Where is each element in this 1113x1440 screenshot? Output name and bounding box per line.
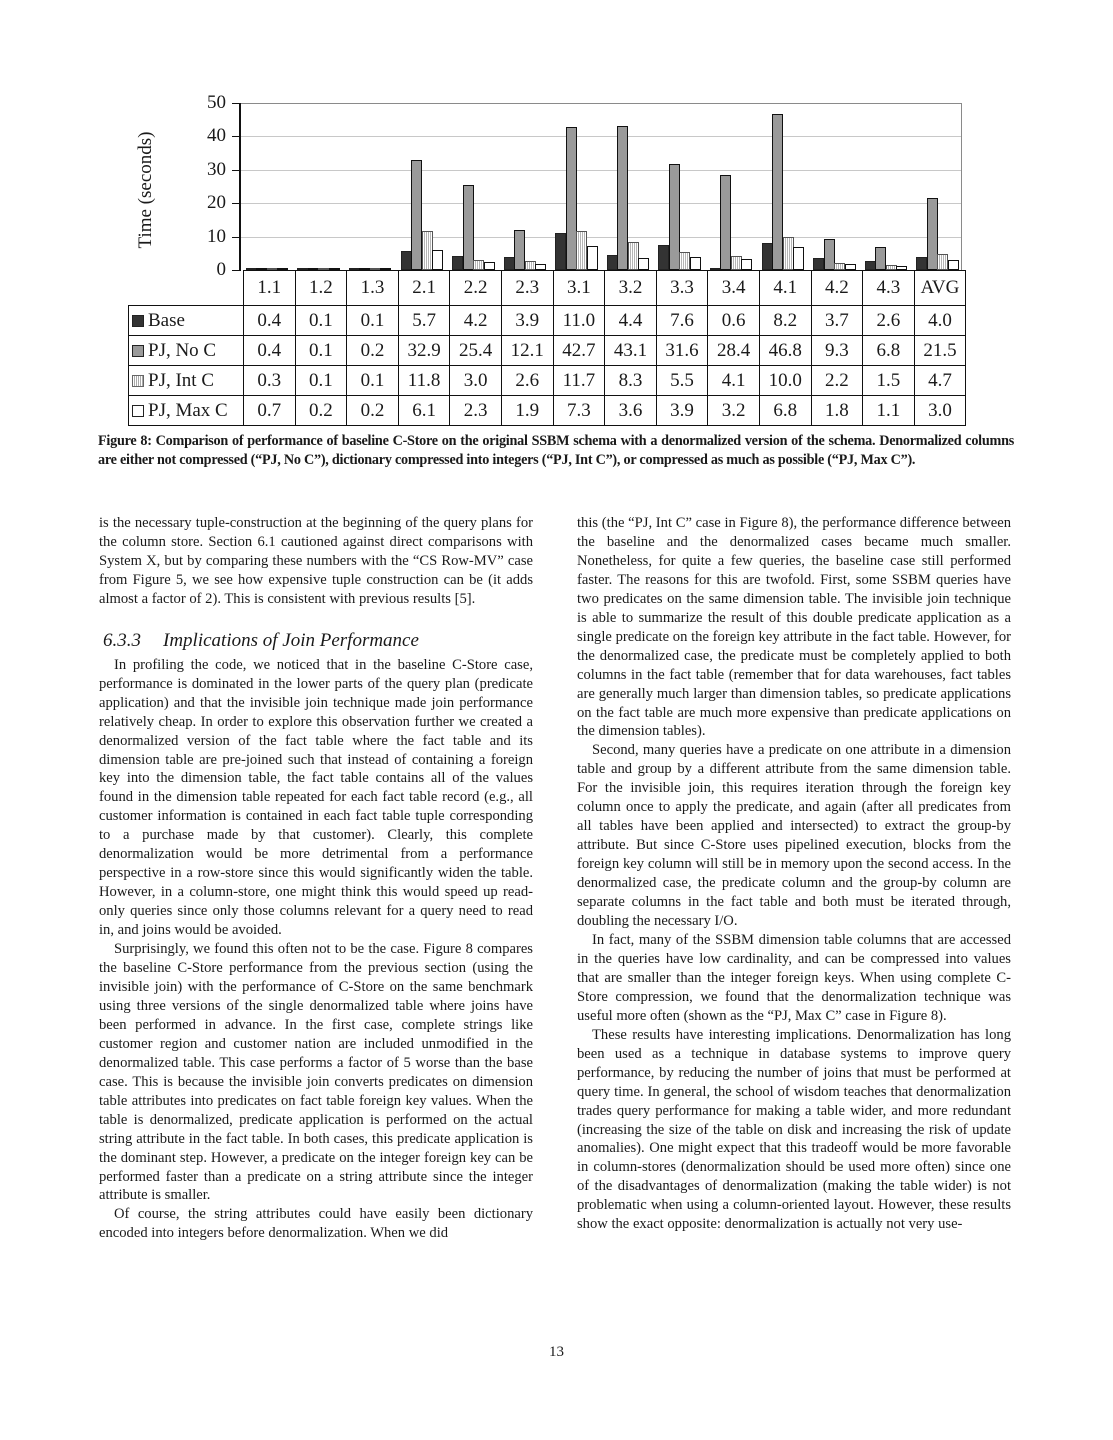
data-table <box>128 270 966 426</box>
table-cell: 3.6 <box>605 396 657 426</box>
table-row <box>129 306 966 336</box>
y-tick-label: 20 <box>207 192 226 214</box>
column-header: AVG <box>914 271 966 306</box>
y-tick-label: 40 <box>207 125 226 147</box>
table-cell: 0.1 <box>295 306 347 336</box>
bar <box>628 242 639 270</box>
legend-swatch-icon <box>132 315 144 327</box>
bar <box>484 262 495 270</box>
y-tick-label: 0 <box>216 259 226 280</box>
bar <box>587 246 598 270</box>
bar <box>834 263 845 270</box>
y-tick-label: 50 <box>207 92 226 113</box>
table-cell: 0.2 <box>347 336 399 366</box>
legend-entry <box>129 306 244 336</box>
bar <box>937 254 948 270</box>
table-cell: 2.6 <box>501 366 553 396</box>
table-cell: 3.0 <box>450 366 502 396</box>
column-header: 4.2 <box>811 271 863 306</box>
table-cell: 32.9 <box>398 336 450 366</box>
table-cell: 0.2 <box>295 396 347 426</box>
y-axis-label: Time (seconds) <box>135 131 156 249</box>
bar <box>555 233 566 270</box>
data-table-header-row <box>129 271 966 306</box>
bar <box>473 260 484 270</box>
column-header: 3.3 <box>656 271 708 306</box>
bar <box>504 257 515 270</box>
table-cell: 1.8 <box>811 396 863 426</box>
table-cell: 0.3 <box>244 366 296 396</box>
y-tick-label: 30 <box>207 158 226 180</box>
bar <box>927 198 938 270</box>
legend-swatch-icon <box>132 375 144 387</box>
table-cell: 11.8 <box>398 366 450 396</box>
bar <box>658 245 669 270</box>
column-header: 4.3 <box>863 271 915 306</box>
table-cell: 1.1 <box>863 396 915 426</box>
table-cell: 0.2 <box>347 396 399 426</box>
table-cell: 4.0 <box>914 306 966 336</box>
table-cell: 6.1 <box>398 396 450 426</box>
table-cell: 8.2 <box>759 306 811 336</box>
table-cell: 0.4 <box>244 306 296 336</box>
bar <box>813 258 824 270</box>
table-cell: 10.0 <box>759 366 811 396</box>
table-cell: 2.2 <box>811 366 863 396</box>
bar <box>452 256 463 270</box>
column-header: 2.1 <box>398 271 450 306</box>
paragraph: In profiling the code, we noticed that in the baseline C-Store case, performance is dominated in the lower parts of the query plan (predicate application) and that the invisible join technique made join performance relatively cheap. In order to explore this observation further we created a denormalized version of the fact table where the fact table and its dimension table are pre-joined such that instead of containing a foreign key into the dimension table, the fact table contains all of the values found in the dimension table repeated for each fact table record (e.g., all customer information is contained in each fact table tuple corresponding to a purchase made by that customer). Clearly, this complete denormalization would be more detrimental from a performance perspective in a row-store since this would significantly widen the table. However, in a column-store, one might think this would speed up read-only queries since only those columns relevant for a query need to read in, and joins would be avoided. <box>99 656 533 939</box>
table-cell: 0.7 <box>244 396 296 426</box>
table-cell: 4.1 <box>708 366 760 396</box>
paragraph: is the necessary tuple-construction at the beginning of the query plans for the column store. Section 6.1 cautioned against direct comparisons with System X, but by comparing these numbers with the “CS Row-MV” case from Figure 5, we see how expensive tuple construction can be (it adds almost a factor of 2). This is consistent with previous results [5]. <box>99 515 533 607</box>
bar <box>411 160 422 270</box>
legend-label: PJ, No C <box>148 339 217 361</box>
paragraph: this (the “PJ, Int C” case in Figure 8), the performance difference between the baseline and the denormalized cases became much smaller. Nonetheless, for quite a few queries, the baseline case still performed faster. The reasons for this are twofold. First, some SSBM queries have two predicates on the same dimension table. The invisible join technique is able to summarize the result of this double predicate application as a single predicate on the foreign key attribute in the fact table. However, for the denormalized case, the predicate must be completely applied to both columns in the fact table (remember that for data warehouses, fact tables are generally much larger than dimension tables, so predicate applications on the fact table are much more expensive than predicate applications on the dimension tables). <box>577 515 1011 740</box>
bar <box>762 243 773 270</box>
bar <box>422 231 433 270</box>
table-cell: 0.1 <box>295 366 347 396</box>
section-title: Implications of Join Performance <box>163 629 419 651</box>
bar <box>679 252 690 270</box>
section-number: 6.3.3 <box>103 629 141 651</box>
table-cell: 5.5 <box>656 366 708 396</box>
data-table-corner <box>129 271 244 306</box>
column-header: 3.4 <box>708 271 760 306</box>
table-cell: 3.9 <box>656 396 708 426</box>
bar <box>638 258 649 270</box>
table-cell: 11.0 <box>553 306 605 336</box>
table-cell: 4.4 <box>605 306 657 336</box>
bar <box>669 164 680 270</box>
bar <box>576 231 587 270</box>
bar <box>731 256 742 270</box>
bar <box>617 126 628 270</box>
bar <box>948 260 959 270</box>
table-cell: 0.1 <box>347 366 399 396</box>
table-cell: 31.6 <box>656 336 708 366</box>
table-cell: 2.3 <box>450 396 502 426</box>
paragraph: Surprisingly, we found this often not to be the case. Figure 8 compares the baseline C-Store performance from the previous section (using the invisible join) with the performance of C-Store on the same benchmark using three versions of the single denormalized table where joins have been performed in advance. In the first case, complete strings like customer region and customer nation are included unmodified in the denormalized table. This case performs a factor of 5 worse than the base case. This is because the invisible join converts predicates on dimension table attributes into predicates on fact table foreign key values. When the table is denormalized, predicate application is performed on the actual string attribute in the fact table. In both cases, this predicate application is the dominant step. However, a predicate on the integer foreign key can be performed faster than a predicate on a string attribute since the integer attribute is smaller. <box>99 941 533 1204</box>
column-header: 3.2 <box>605 271 657 306</box>
figure-8-chart <box>0 0 1113 430</box>
column-header: 2.3 <box>501 271 553 306</box>
table-cell: 46.8 <box>759 336 811 366</box>
table-cell: 7.6 <box>656 306 708 336</box>
table-cell: 3.0 <box>914 396 966 426</box>
legend-entry <box>129 396 244 426</box>
legend-swatch-icon <box>132 405 144 417</box>
bar <box>772 114 783 270</box>
bar <box>607 255 618 270</box>
paragraph: These results have interesting implications. Denormalization has long been used as a technique in database systems to improve query performance, by reducing the number of joins that must be performed at query time. In general, the school of wisdom teaches that denormalization trades query performance for making a table wider, and more redundant (increasing the size of the table on disk and increasing the risk of update anomalies). One might expect that this tradeoff would be more favorable in column-stores (denormalization should be used more often) since one of the disadvantages of denormalization (making the table wider) is not problematic when using a column-oriented layout. However, these results show the exact opposite: denormalization is actually not very use- <box>577 1026 1011 1233</box>
table-cell: 1.9 <box>501 396 553 426</box>
table-cell: 0.1 <box>295 336 347 366</box>
legend-swatch-icon <box>132 345 144 357</box>
table-cell: 4.7 <box>914 366 966 396</box>
paragraph: Second, many queries have a predicate on one attribute in a dimension table and group by a different attribute from the same dimension table. For the invisible join, this requires iteration through the foreign key column once to apply the predicate, and again (after all predicates from all tables have been applied and intersected) to extract the group-by attribute. But since C-Store uses pipelined execution, blocks from the foreign key column will still be in memory upon the second access. In the denormalized case, the predicate column and the group-by column are separate columns in the fact table and both must be iterated through, doubling the necessary I/O. <box>577 742 1011 930</box>
column-header: 3.1 <box>553 271 605 306</box>
y-tick-label: 10 <box>207 225 226 247</box>
paragraph: Of course, the string attributes could have easily been dictionary encoded into integers before denormalization. When we did <box>99 1206 533 1242</box>
column-header: 2.2 <box>450 271 502 306</box>
table-cell: 1.5 <box>863 366 915 396</box>
bar <box>783 237 794 270</box>
table-cell: 12.1 <box>501 336 553 366</box>
table-cell: 9.3 <box>811 336 863 366</box>
legend-entry <box>129 366 244 396</box>
bar <box>824 239 835 270</box>
legend-label: PJ, Int C <box>148 369 214 391</box>
bar <box>690 257 701 270</box>
table-cell: 0.6 <box>708 306 760 336</box>
table-cell: 3.9 <box>501 306 553 336</box>
table-row <box>129 366 966 396</box>
bar <box>720 175 731 270</box>
paragraph: In fact, many of the SSBM dimension table columns that are accessed in the queries have low cardinality, and can be compressed into values that are smaller than the integer foreign keys. When using complete C-Store compression, we found that the denormalization technique was useful more often (shown as the “PJ, Max C” case in Figure 8). <box>577 931 1011 1024</box>
bar <box>566 127 577 270</box>
table-row <box>129 396 966 426</box>
page-number: 13 <box>549 1344 564 1360</box>
table-cell: 0.4 <box>244 336 296 366</box>
legend-label: Base <box>148 309 185 331</box>
table-cell: 6.8 <box>759 396 811 426</box>
column-header: 1.2 <box>295 271 347 306</box>
bar <box>514 230 525 270</box>
table-cell: 2.6 <box>863 306 915 336</box>
table-cell: 5.7 <box>398 306 450 336</box>
table-cell: 3.2 <box>708 396 760 426</box>
section-heading <box>103 630 533 652</box>
table-cell: 4.2 <box>450 306 502 336</box>
bar <box>916 257 927 270</box>
legend-entry <box>129 336 244 366</box>
bar <box>741 259 752 270</box>
legend-label: PJ, Max C <box>148 399 228 421</box>
right-text-column <box>577 514 1011 1234</box>
table-cell: 28.4 <box>708 336 760 366</box>
table-cell: 3.7 <box>811 306 863 336</box>
bar <box>793 247 804 270</box>
bar <box>865 261 876 270</box>
bar <box>525 261 536 270</box>
table-cell: 25.4 <box>450 336 502 366</box>
figure-caption: Figure 8: Comparison of performance of baseline C-Store on the original SSBM schema with a denormalized version of the schema. Denormalized columns are either not compressed (“PJ, No C”), dictionary compressed into integers (“PJ, Int C”), or compressed as much as possible (“PJ, Max C”). <box>98 433 1014 468</box>
table-cell: 0.1 <box>347 306 399 336</box>
table-cell: 21.5 <box>914 336 966 366</box>
table-cell: 42.7 <box>553 336 605 366</box>
table-cell: 43.1 <box>605 336 657 366</box>
left-text-column <box>99 514 533 1243</box>
bar <box>432 250 443 270</box>
table-row <box>129 336 966 366</box>
bar <box>463 185 474 270</box>
column-header: 4.1 <box>759 271 811 306</box>
table-cell: 8.3 <box>605 366 657 396</box>
table-cell: 6.8 <box>863 336 915 366</box>
column-header: 1.3 <box>347 271 399 306</box>
column-header: 1.1 <box>244 271 296 306</box>
bars-layer <box>240 103 962 270</box>
table-cell: 11.7 <box>553 366 605 396</box>
table-cell: 7.3 <box>553 396 605 426</box>
bar <box>875 247 886 270</box>
bar <box>401 251 412 270</box>
